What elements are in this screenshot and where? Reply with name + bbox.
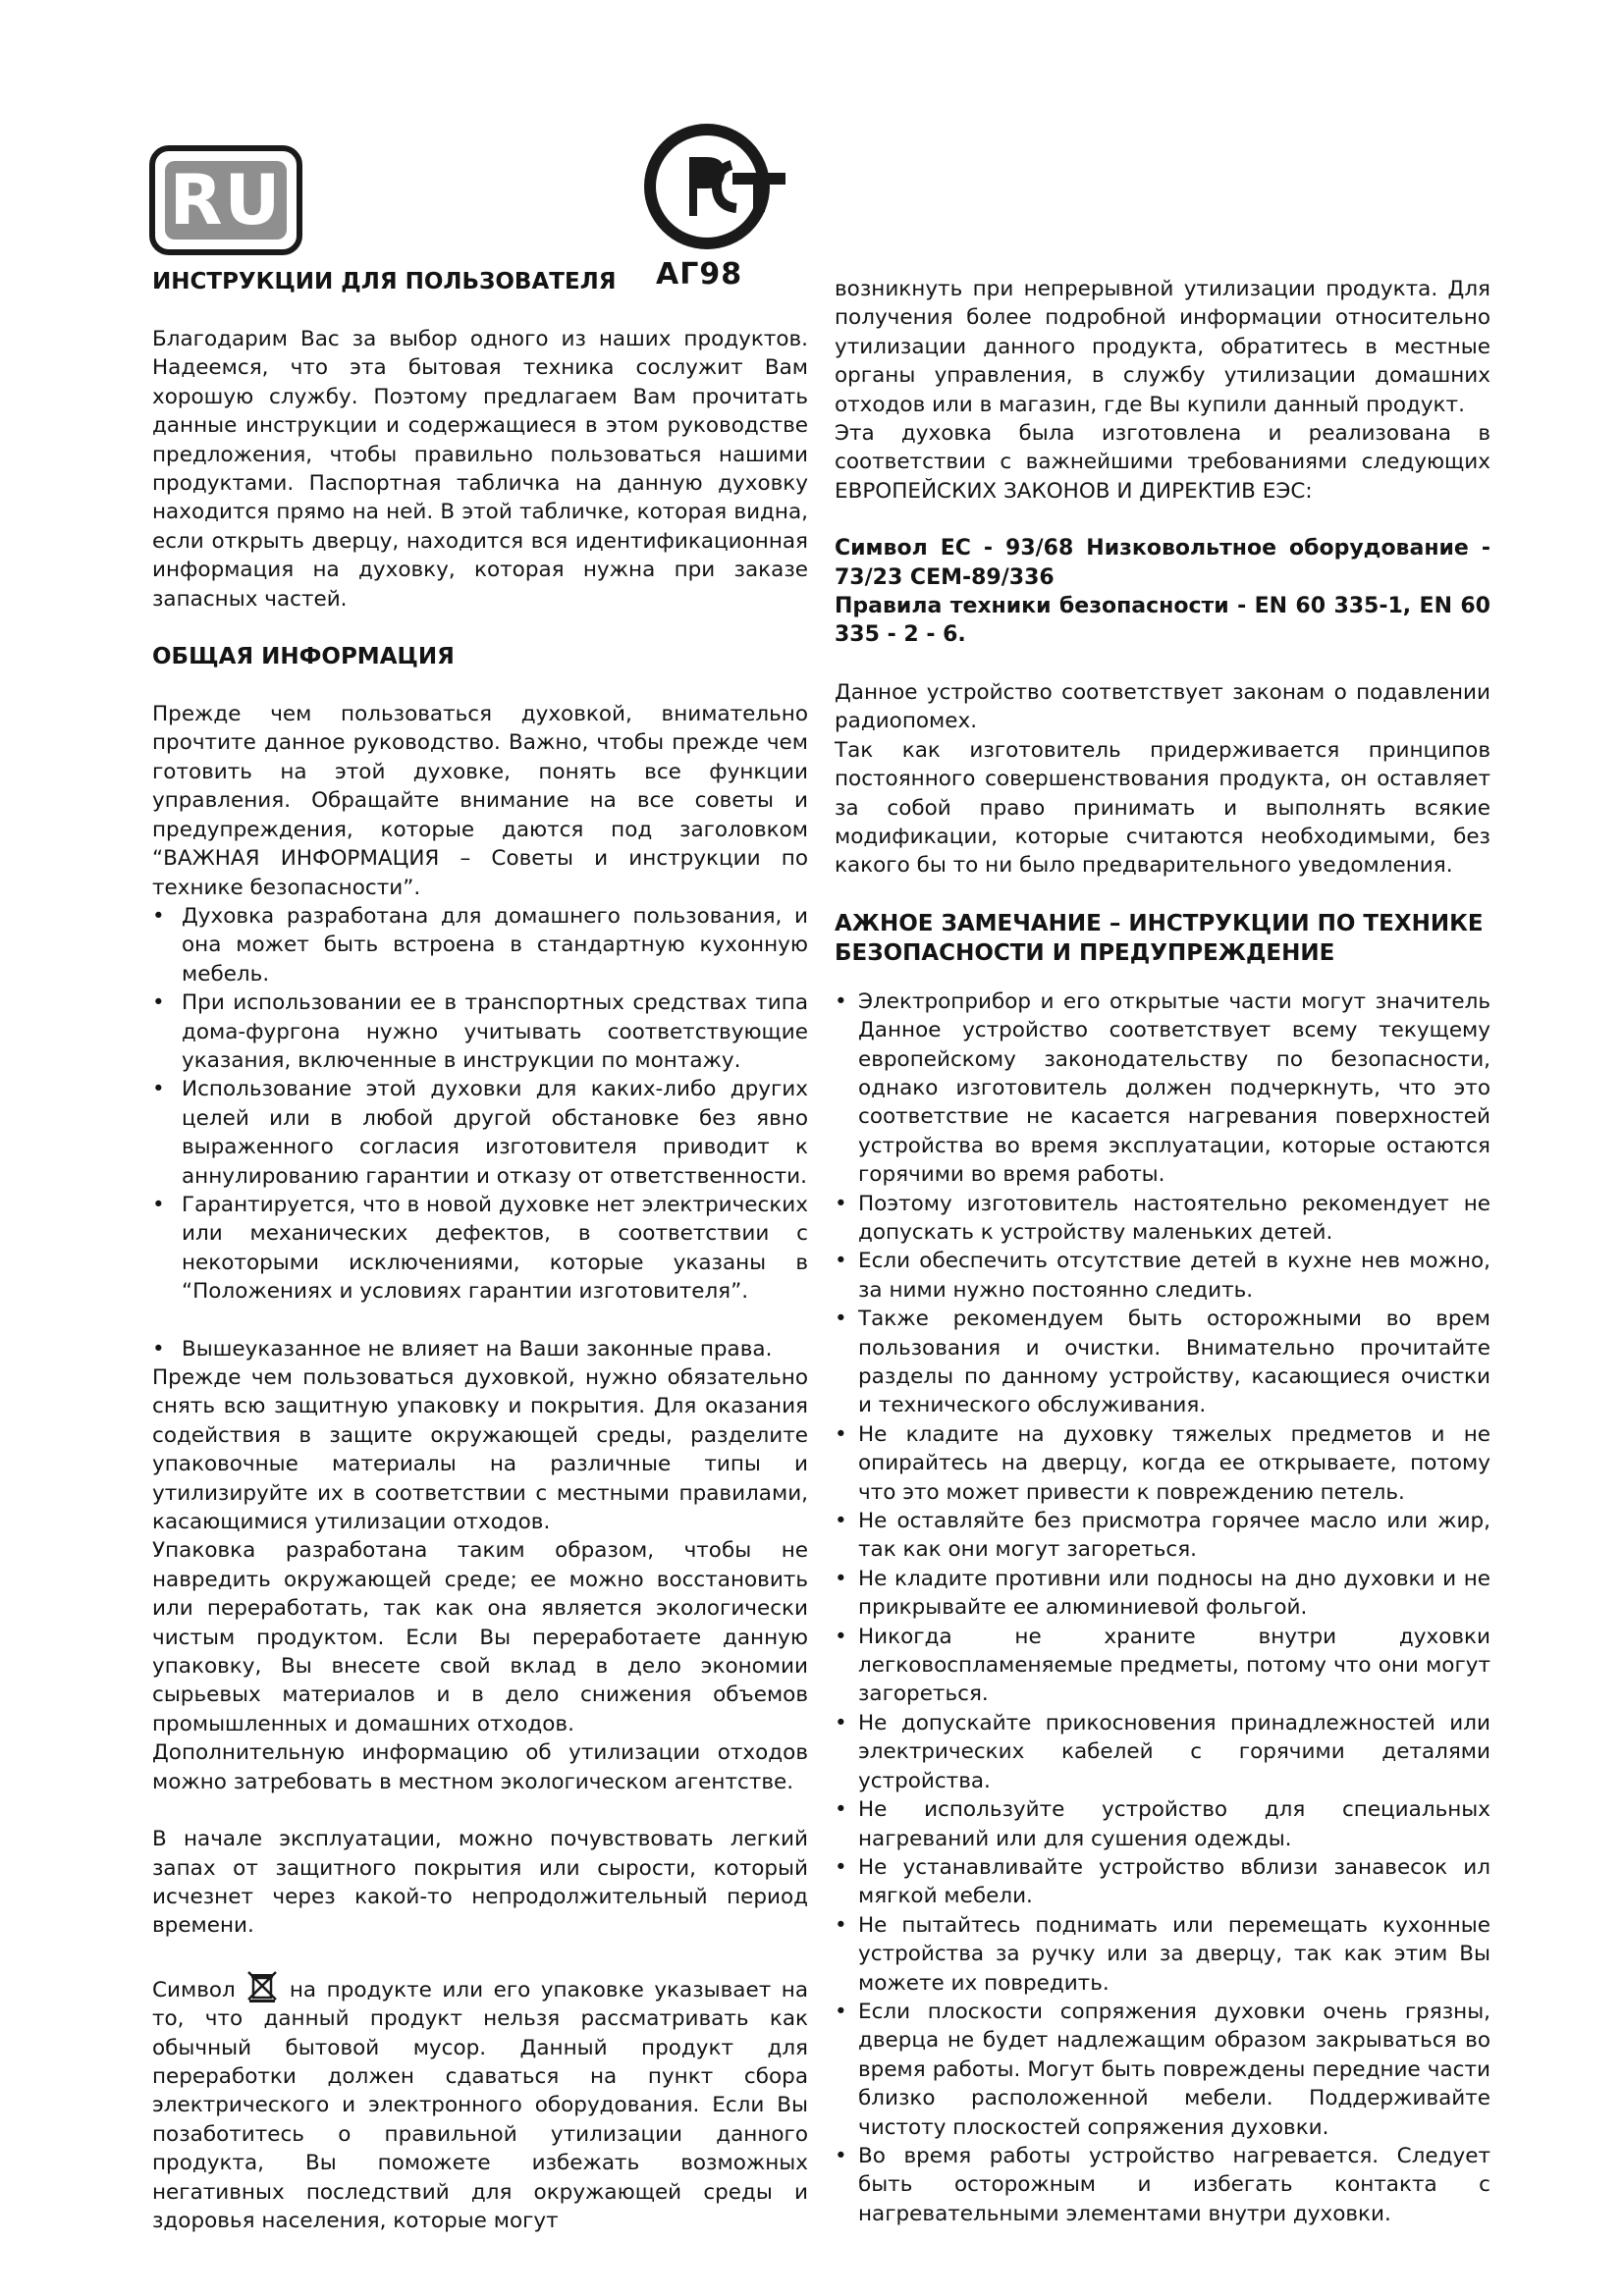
general-info-paragraph: Прежде чем пользоваться духовкой, внимательно прочтите данное руководство. Важно, чтобы прежде чем готовить на этой духовке, понять все функции управления. Обращайте внимание на все советы и предупреждения, которые даются под заголовком “ВАЖНАЯ ИНФОРМАЦИЯ – Советы и инструкции по технике безопасности”. xyxy=(152,702,808,900)
packaging-paragraph: Дополнительную информацию об утилизации отходов можно затребовать в местном экологическом агентстве. xyxy=(152,1740,808,1794)
right-column xyxy=(835,275,1490,2228)
list-item: • Не устанавливайте устройство вблизи занавесок ил мягкой мебели. xyxy=(835,1854,1490,1909)
list-item: • Не используйте устройство для специальных нагреваний или для сушения одежды. xyxy=(835,1797,1490,1851)
safety-rules-line: Правила техники безопасности - EN 60 335-1, EN 60 335 - 2 - 6. xyxy=(835,594,1490,648)
list-item: • Не кладите противни или подносы на дно духовки и не прикрывайте ее алюминиевой фольгой. xyxy=(835,1566,1490,1621)
list-item: • Использование этой духовки для каких-либо других целей или в любой другой обстановке без явно выраженного согласия изготовителя приводит к аннулированию гарантии и отказу от ответственности. xyxy=(152,1077,808,1189)
weee-text: на продукте или его упаковке указывает на то, что данный продукт нельзя рассматривать как обычный бытовой мусор. Данный продукт для переработки должен сдаваться на пункт сбора электрического и электронного оборудования. Если Вы позаботитесь о правильной утилизации данного продукта, Вы поможете избежать возможных негативных последствий для окружающей среды и здоровья населения, которые могут xyxy=(152,1977,808,2233)
left-column xyxy=(152,267,808,2235)
first-use-paragraph: В начале эксплуатации, можно почувствовать легкий запах от защитного покрытия или сырости, который исчезнет через какой-то непродолжительный период времени. xyxy=(152,1827,808,1939)
crossed-bin-icon xyxy=(245,1969,279,2002)
list-item: • Если обеспечить отсутствие детей в кухне нев можно, за ними нужно постоянно следить. xyxy=(835,1249,1490,1303)
disposal-paragraph: возникнуть при непрерывной утилизации продукта. Для получения более подробной информации относительно утилизации данного продукта, обратитесь в местные органы управления, в службу утилизации домашних отходов или в магазин, где Вы купили данный продукт. xyxy=(835,277,1490,417)
list-item: • Никогда не храните внутри духовки легковоспламеняемые предметы, потому что они могут загореться. xyxy=(835,1624,1490,1707)
radio-paragraph: Данное устройство соответствует законам о подавлении радиопомех. xyxy=(835,679,1490,734)
list-item: • Если плоскости сопряжения духовки очень грязны, дверца не будет надлежащим образом закрываться во время работы. Могут быть повреждены передние части близко расположенной мебели. Поддерживайте чистоту плоскостей сопряжения духовки. xyxy=(835,1999,1490,2140)
list-item: • При использовании ее в транспортных средствах типа дома-фургона нужно учитывать соответствующие указания, включенные в инструкции по монтажу. xyxy=(152,990,808,1073)
list-item: • Не оставляйте без присмотра горячее масло или жир, так как они могут загореться. xyxy=(835,1509,1490,1563)
list-item: • Не кладите на духовку тяжелых предметов и не опирайтесь на дверцу, когда ее открываете, потому что это может привести к повреждению петель. xyxy=(835,1421,1490,1505)
symbol-word: Символ xyxy=(152,1977,236,2002)
cert-code: АГ98 xyxy=(656,257,743,292)
list-item: • Поэтому изготовитель настоятельно рекомендует не допускать к устройству маленьких детей. xyxy=(835,1191,1490,1245)
list-item: • Вышеуказанное не влияет на Ваши законные права. xyxy=(152,1336,773,1362)
page-title: ИНСТРУКЦИИ ДЛЯ ПОЛЬЗОВАТЕЛЯ xyxy=(152,269,617,294)
general-info-heading: ОБЩАЯ ИНФОРМАЦИЯ xyxy=(152,644,455,670)
list-item: • Электроприбор и его открытые части могут значитель Данное устройство соответствует всему текущему европейскому законодательству по безопасности, однако изготовитель должен подчеркнуть, что это соответствие не касается нагревания поверхностей устройства во время эксплуатации, которые остаются горячими во время работы. xyxy=(835,988,1490,1188)
list-item: • Не пытайтесь поднимать или перемещать кухонные устройства за ручку или за дверцу, так как этим Вы можете их повредить. xyxy=(835,1912,1490,1996)
packaging-paragraph: Упаковка разработана таким образом, чтобы не навредить окружающей среде; ее можно восстановить или переработать, так как она является экологически чистым продуктом. Если Вы переработаете данную упаковку, Вы внесете свой вклад в дело экономии сырьевых материалов и в дело снижения объемов промышленных и домашних отходов. xyxy=(152,1538,808,1736)
pct-certification-icon xyxy=(638,118,795,255)
list-item: • Гарантируется, что в новой духовке нет электрических или механических дефектов, в соответствии с некоторыми исключениями, которые указаны в “Положениях и условиях гарантии изготовителя”. xyxy=(152,1192,808,1305)
compliance-paragraph: Эта духовка была изготовлена и реализована в соответствии с важнейшими требованиями следующих ЕВРОПЕЙСКИХ ЗАКОНОВ И ДИРЕКТИВ ЕЭС: xyxy=(835,421,1490,504)
ru-badge xyxy=(149,145,302,255)
list-item: • Во время работы устройство нагревается. Следует быть осторожным и избегать контакта с нагревательными элементами внутри духовки. xyxy=(835,2143,1490,2226)
ru-badge-text: RU xyxy=(169,160,283,240)
list-item: • Духовка разработана для домашнего пользования, и она может быть встроена в стандартную кухонную мебель. xyxy=(152,903,808,987)
weee-paragraph xyxy=(152,1969,808,2236)
packaging-paragraph: Прежде чем пользоваться духовкой, нужно обязательно снять всю защитную упаковку и покрытия. Для оказания содействия в защите окружающей среды, разделите упаковочные материалы на различные типы и утилизируйте их в соответствии с местными правилами, касающимися утилизации отходов. xyxy=(152,1365,808,1535)
ec-directive-line: Символ ЕС - 93/68 Низковольтное оборудование - 73/23 CEM-89/336 xyxy=(835,536,1490,590)
warning-heading: АЖНОЕ ЗАМЕЧАНИЕ – ИНСТРУКЦИИ ПО ТЕХНИКЕ БЕЗОПАСНОСТИ И ПРЕДУПРЕЖДЕНИЕ xyxy=(835,910,1484,966)
modifications-paragraph: Так как изготовитель придерживается принципов постоянного совершенствования продукта, он оставляет за собой право принимать и выполнять всякие модификации, которые считаются необходимыми, без какого бы то ни было предварительного уведомления. xyxy=(835,737,1490,879)
list-item: • Не допускайте прикосновения принадлежностей или электрических кабелей с горячими деталями устройства. xyxy=(835,1710,1490,1793)
list-item: • Также рекомендуем быть осторожными во врем пользования и очистки. Внимательно прочитайте разделы по данному устройству, касающиеся очистки и технического обслуживания. xyxy=(835,1307,1490,1418)
intro-paragraph: Благодарим Вас за выбор одного из наших продуктов. Надеемся, что эта бытовая техника сослужит Вам хорошую службу. Поэтому предлагаем Вам прочитать данные инструкции и содержащиеся в этом руководстве предложения, чтобы правильно пользоваться нашими продуктами. Паспортная табличка на данную духовку находится прямо на ней. В этой табличке, которая видна, если открыть дверцу, находится вся идентификационная информация на духовку, которая нужна при заказе запасных частей. xyxy=(152,327,808,612)
